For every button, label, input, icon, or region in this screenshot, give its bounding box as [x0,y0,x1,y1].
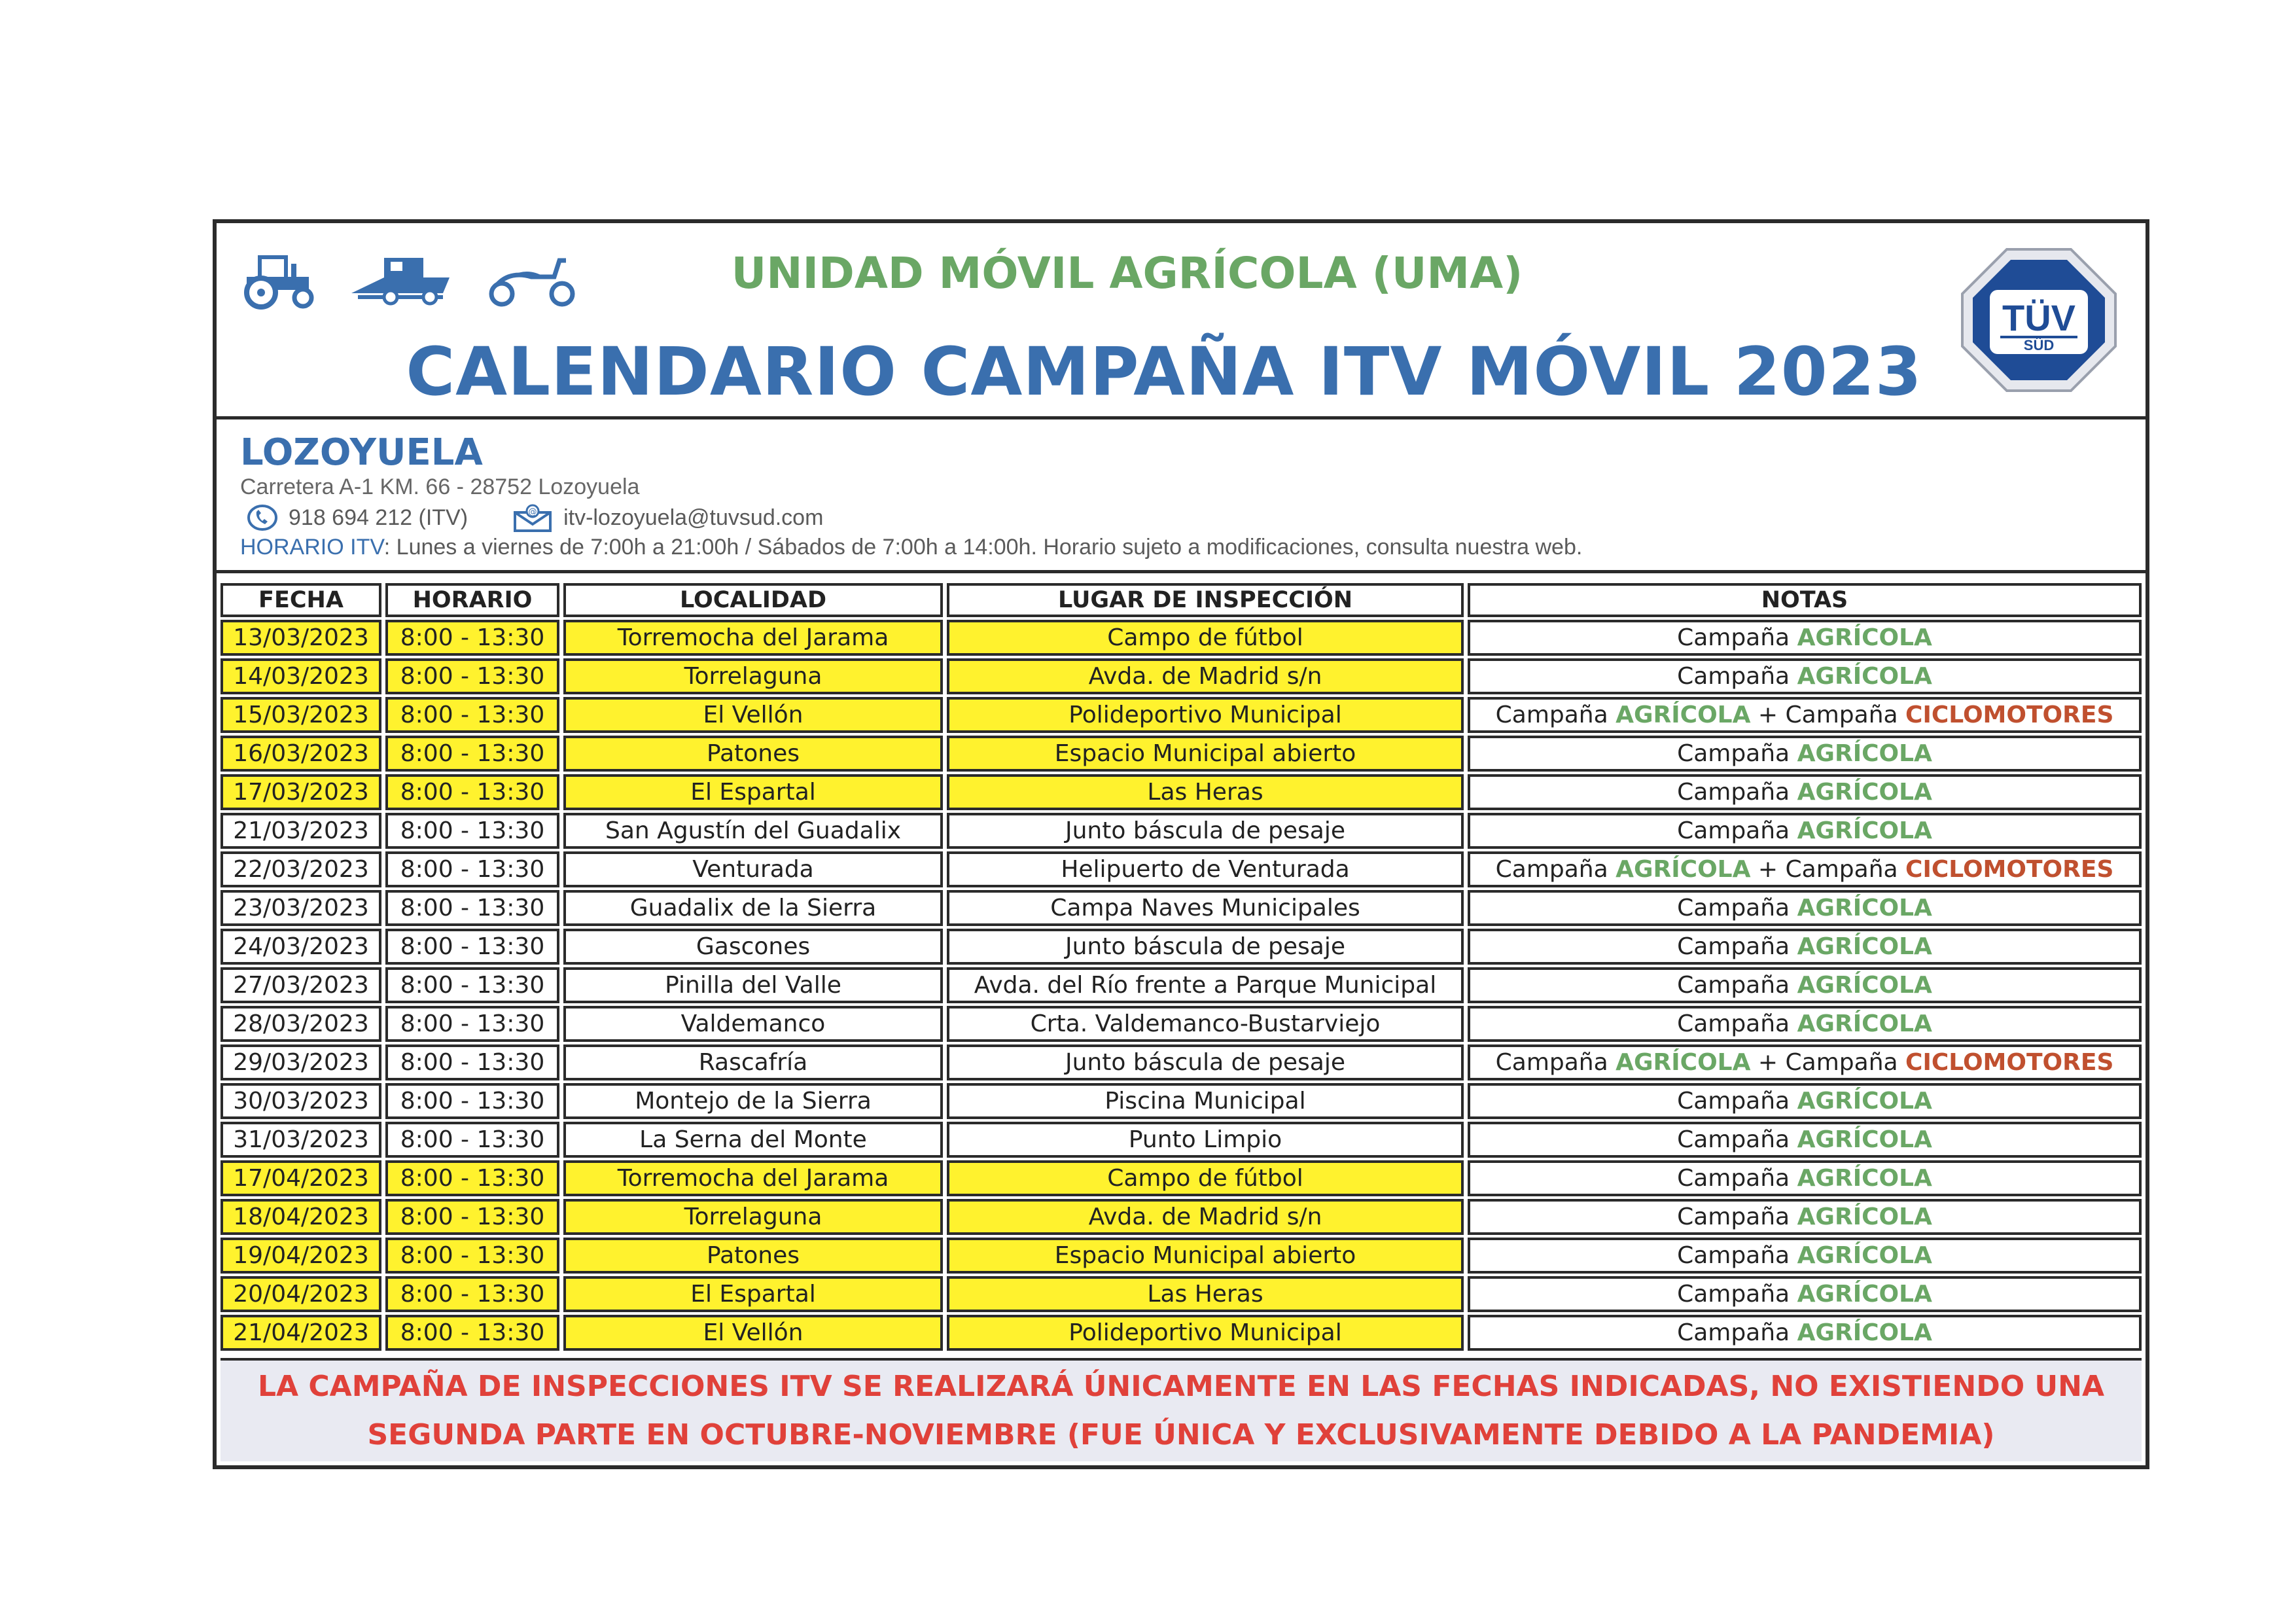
lugar-cell: Polideportivo Municipal [947,697,1464,733]
note-prefix: Campaña [1677,1010,1797,1037]
lugar-cell: Junto báscula de pesaje [947,813,1464,849]
note-prefix: Campaña [1677,933,1797,960]
table-row [221,620,2142,656]
fecha-cell: 31/03/2023 [221,1122,381,1158]
lugar-cell: Punto Limpio [947,1122,1464,1158]
localidad-cell: El Espartal [563,774,943,810]
fecha-cell: 18/04/2023 [221,1199,381,1235]
horario-cell: 8:00 - 13:30 [385,890,559,926]
hours-text: : Lunes a viernes de 7:00h a 21:00h / Sábados de 7:00h a 14:00h. Horario sujeto a modificaciones, consulta nuestra web. [383,535,1583,560]
note-prefix: Campaña [1677,663,1797,690]
fecha-cell: 22/03/2023 [221,851,381,887]
note-agricola: AGRÍCOLA [1797,1088,1932,1115]
localidad-cell: El Espartal [563,1276,943,1312]
table-row [221,967,2142,1003]
note-prefix: Campaña [1677,1242,1797,1269]
svg-text:@: @ [528,507,537,517]
lugar-cell: Espacio Municipal abierto [947,1238,1464,1274]
localidad-cell: Valdemanco [563,1006,943,1042]
localidad-cell: San Agustín del Guadalix [563,813,943,849]
fecha-cell: 20/04/2023 [221,1276,381,1312]
note-agricola: AGRÍCOLA [1797,779,1932,806]
schedule-table [217,580,2146,1353]
lugar-cell: Campo de fútbol [947,1160,1464,1196]
note-agricola: AGRÍCOLA [1797,1242,1932,1269]
table-row [221,1083,2142,1119]
table-row [221,929,2142,965]
lugar-cell: Avda. de Madrid s/n [947,1199,1464,1235]
footer-notice [221,1358,2142,1461]
note-plus: + Campaña [1750,856,1906,883]
note-prefix: Campaña [1677,1281,1797,1308]
note-prefix: Campaña [1677,624,1797,651]
horario-cell: 8:00 - 13:30 [385,929,559,965]
table-row [221,1276,2142,1312]
lugar-cell: Campa Naves Municipales [947,890,1464,926]
note-agricola: AGRÍCOLA [1797,1319,1932,1346]
horario-cell: 8:00 - 13:30 [385,1276,559,1312]
header-notas: NOTAS [1468,583,2142,617]
note-plus: + Campaña [1750,1049,1906,1076]
note-prefix: Campaña [1677,1319,1797,1346]
note-prefix: Campaña [1495,856,1616,883]
fecha-cell: 27/03/2023 [221,967,381,1003]
notas-cell [1468,851,2142,887]
notas-cell [1468,967,2142,1003]
note-ciclomotores: CICLOMOTORES [1905,856,2114,883]
localidad-cell: Rascafría [563,1044,943,1080]
note-plus: + Campaña [1750,702,1906,728]
header-lugar: LUGAR DE INSPECCIÓN [947,583,1464,617]
note-agricola: AGRÍCOLA [1616,856,1751,883]
header-horario: HORARIO [385,583,559,617]
note-prefix: Campaña [1677,895,1797,921]
page-title: CALENDARIO CAMPAÑA ITV MÓVIL 2023 [406,333,1922,411]
horario-cell: 8:00 - 13:30 [385,697,559,733]
table-row [221,890,2142,926]
email-icon [512,503,553,532]
note-agricola: AGRÍCOLA [1797,817,1932,844]
fecha-cell: 23/03/2023 [221,890,381,926]
note-agricola: AGRÍCOLA [1797,1010,1932,1037]
fecha-cell: 29/03/2023 [221,1044,381,1080]
table-row [221,774,2142,810]
localidad-cell: Montejo de la Sierra [563,1083,943,1119]
note-agricola: AGRÍCOLA [1616,1049,1751,1076]
horario-cell: 8:00 - 13:30 [385,1160,559,1196]
fecha-cell: 24/03/2023 [221,929,381,965]
horario-cell: 8:00 - 13:30 [385,774,559,810]
notas-cell [1468,1122,2142,1158]
lugar-cell: Polideportivo Municipal [947,1315,1464,1351]
notas-cell [1468,1160,2142,1196]
fecha-cell: 17/03/2023 [221,774,381,810]
calendar-sheet [213,219,2149,1469]
lugar-cell: Las Heras [947,774,1464,810]
horario-cell: 8:00 - 13:30 [385,851,559,887]
horario-cell: 8:00 - 13:30 [385,967,559,1003]
table-row [221,1006,2142,1042]
note-agricola: AGRÍCOLA [1797,933,1932,960]
notas-cell [1468,1006,2142,1042]
localidad-cell: Torremocha del Jarama [563,620,943,656]
header-subtitle: UNIDAD MÓVIL AGRÍCOLA (UMA) [731,248,1523,298]
table-row [221,851,2142,887]
horario-cell: 8:00 - 13:30 [385,1006,559,1042]
station-hours [240,535,1582,560]
note-prefix: Campaña [1677,1126,1797,1153]
hours-label: HORARIO ITV [240,535,384,560]
fecha-cell: 30/03/2023 [221,1083,381,1119]
fecha-cell: 14/03/2023 [221,658,381,694]
lugar-cell: Espacio Municipal abierto [947,736,1464,772]
footer-line-2: SEGUNDA PARTE EN OCTUBRE-NOVIEMBRE (FUE ÚNICA Y EXCLUSIVAMENTE DEBIDO A LA PANDEMIA) [367,1418,1995,1452]
lugar-cell: Junto báscula de pesaje [947,929,1464,965]
horario-cell: 8:00 - 13:30 [385,620,559,656]
localidad-cell: Pinilla del Valle [563,967,943,1003]
email-address[interactable]: itv-lozoyuela@tuvsud.com [563,505,824,530]
note-agricola: AGRÍCOLA [1797,1126,1932,1153]
horario-cell: 8:00 - 13:30 [385,1199,559,1235]
tuv-sud-logo [1960,247,2118,393]
note-prefix: Campaña [1495,702,1616,728]
station-name: LOZOYUELA [240,431,483,474]
notas-cell [1468,1238,2142,1274]
localidad-cell: Gascones [563,929,943,965]
footer-line-1: LA CAMPAÑA DE INSPECCIONES ITV SE REALIZARÁ ÚNICAMENTE EN LAS FECHAS INDICADAS, NO EXISTIENDO UNA [257,1370,2105,1403]
table-row [221,658,2142,694]
notas-cell [1468,658,2142,694]
table-row [221,1199,2142,1235]
notas-cell [1468,774,2142,810]
table-row [221,1160,2142,1196]
localidad-cell: Guadalix de la Sierra [563,890,943,926]
localidad-cell: Patones [563,1238,943,1274]
note-agricola: AGRÍCOLA [1797,1165,1932,1192]
lugar-cell: Helipuerto de Venturada [947,851,1464,887]
fecha-cell: 15/03/2023 [221,697,381,733]
note-agricola: AGRÍCOLA [1797,1281,1932,1308]
lugar-cell: Piscina Municipal [947,1083,1464,1119]
note-prefix: Campaña [1677,779,1797,806]
localidad-cell: Torrelaguna [563,1199,943,1235]
horario-cell: 8:00 - 13:30 [385,1044,559,1080]
header-localidad: LOCALIDAD [563,583,943,617]
localidad-cell: La Serna del Monte [563,1122,943,1158]
fecha-cell: 19/04/2023 [221,1238,381,1274]
fecha-cell: 21/03/2023 [221,813,381,849]
note-ciclomotores: CICLOMOTORES [1905,702,2114,728]
note-prefix: Campaña [1677,740,1797,767]
table-row [221,1122,2142,1158]
note-agricola: AGRÍCOLA [1797,663,1932,690]
lugar-cell: Crta. Valdemanco-Bustarviejo [947,1006,1464,1042]
table-row [221,1238,2142,1274]
table-row [221,697,2142,733]
note-prefix: Campaña [1677,972,1797,999]
header [217,223,2146,419]
header-fecha: FECHA [221,583,381,617]
localidad-cell: Torremocha del Jarama [563,1160,943,1196]
localidad-cell: El Vellón [563,1315,943,1351]
note-prefix: Campaña [1495,1049,1616,1076]
lugar-cell: Campo de fútbol [947,620,1464,656]
note-agricola: AGRÍCOLA [1797,740,1932,767]
fecha-cell: 13/03/2023 [221,620,381,656]
table-row [221,1044,2142,1080]
note-prefix: Campaña [1677,817,1797,844]
notas-cell [1468,1044,2142,1080]
note-agricola: AGRÍCOLA [1797,1204,1932,1230]
logo-text-top: TÜV [2002,297,2075,338]
note-ciclomotores: CICLOMOTORES [1905,1049,2114,1076]
notas-cell [1468,1276,2142,1312]
horario-cell: 8:00 - 13:30 [385,1238,559,1274]
fecha-cell: 16/03/2023 [221,736,381,772]
table-row [221,813,2142,849]
table-header-row [221,583,2142,617]
horario-cell: 8:00 - 13:30 [385,1315,559,1351]
notas-cell [1468,1315,2142,1351]
logo-text-bottom: SÜD [2023,337,2055,353]
notas-cell [1468,736,2142,772]
table-row [221,1315,2142,1351]
lugar-cell: Avda. de Madrid s/n [947,658,1464,694]
note-agricola: AGRÍCOLA [1797,624,1932,651]
horario-cell: 8:00 - 13:30 [385,658,559,694]
notas-cell [1468,697,2142,733]
station-address: Carretera A-1 KM. 66 - 28752 Lozoyuela [240,474,640,499]
fecha-cell: 17/04/2023 [221,1160,381,1196]
localidad-cell: Venturada [563,851,943,887]
fecha-cell: 28/03/2023 [221,1006,381,1042]
notas-cell [1468,620,2142,656]
localidad-cell: Patones [563,736,943,772]
note-prefix: Campaña [1677,1165,1797,1192]
phone-icon [247,504,278,531]
note-agricola: AGRÍCOLA [1797,895,1932,921]
note-agricola: AGRÍCOLA [1797,972,1932,999]
note-prefix: Campaña [1677,1088,1797,1115]
horario-cell: 8:00 - 13:30 [385,736,559,772]
localidad-cell: El Vellón [563,697,943,733]
horario-cell: 8:00 - 13:30 [385,1122,559,1158]
notas-cell [1468,1083,2142,1119]
fecha-cell: 21/04/2023 [221,1315,381,1351]
note-prefix: Campaña [1677,1204,1797,1230]
localidad-cell: Torrelaguna [563,658,943,694]
notas-cell [1468,1199,2142,1235]
lugar-cell: Avda. del Río frente a Parque Municipal [947,967,1464,1003]
notas-cell [1468,929,2142,965]
lugar-cell: Las Heras [947,1276,1464,1312]
lugar-cell: Junto báscula de pesaje [947,1044,1464,1080]
notas-cell [1468,813,2142,849]
notas-cell [1468,890,2142,926]
table-row [221,736,2142,772]
note-agricola: AGRÍCOLA [1616,702,1751,728]
horario-cell: 8:00 - 13:30 [385,813,559,849]
phone-number[interactable]: 918 694 212 (ITV) [289,505,468,530]
horario-cell: 8:00 - 13:30 [385,1083,559,1119]
station-info [217,419,2146,573]
station-contacts [247,503,823,532]
